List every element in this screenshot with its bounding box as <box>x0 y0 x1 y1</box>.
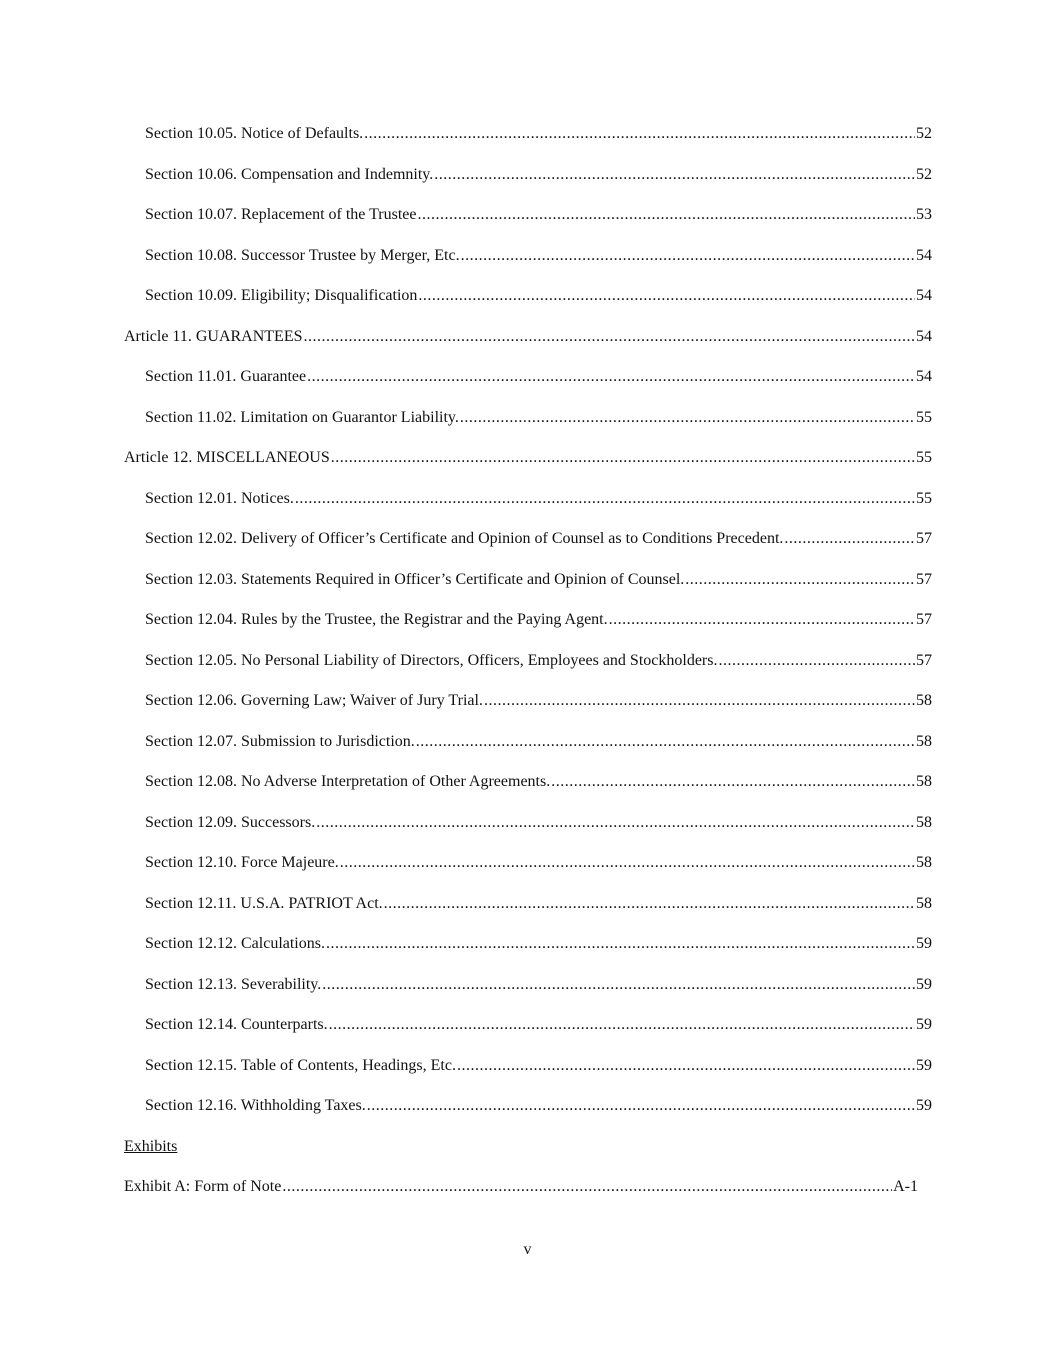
dot-leader <box>718 649 915 673</box>
toc-entry-label: Section 10.06. Compensation and Indemnity. <box>145 165 434 183</box>
toc-entry-section-11-02[interactable] <box>124 406 932 447</box>
toc-entry-label: Section 10.09. Eligibility; Disqualification <box>145 287 418 304</box>
toc-entry-page: 55 <box>916 489 932 507</box>
toc-entry-section-12-09[interactable] <box>124 811 932 852</box>
dot-leader <box>416 730 915 754</box>
toc-entry-page: 58 <box>916 692 932 709</box>
toc-entry-section-12-16[interactable] <box>124 1094 932 1135</box>
toc-entry-section-12-15[interactable] <box>124 1054 932 1095</box>
toc-entry-section-12-08[interactable] <box>124 770 932 811</box>
toc-entry-section-12-07[interactable] <box>124 730 932 771</box>
toc-entry-page: 54 <box>916 327 932 345</box>
toc-entry-section-12-11[interactable] <box>124 892 932 933</box>
toc-entry-section-10-09[interactable] <box>124 284 932 325</box>
toc-entry-page: 59 <box>916 975 932 993</box>
dot-leader <box>329 1013 915 1037</box>
toc-entry-page: 58 <box>916 732 932 750</box>
dot-leader <box>384 892 915 916</box>
toc-entry-label: Section 12.01. Notices. <box>145 489 294 507</box>
toc-entry-page: 57 <box>916 530 932 547</box>
table-of-contents <box>124 122 932 1216</box>
toc-entry-label: Section 10.05. Notice of Defaults. <box>145 125 364 142</box>
toc-entry-label: Section 12.09. Successors. <box>145 813 316 831</box>
dot-leader <box>282 1175 892 1199</box>
toc-entry-label: Section 12.07. Submission to Jurisdiction. <box>145 732 415 750</box>
toc-entry-label: Section 12.04. Rules by the Trustee, the Registrar and the Paying Agent. <box>145 611 608 628</box>
toc-entry-page: 59 <box>916 1016 932 1033</box>
toc-entry-section-12-05[interactable] <box>124 649 932 690</box>
toc-entry-label: Section 12.10. Force Majeure. <box>145 854 339 871</box>
toc-entry-page: 52 <box>916 125 932 142</box>
toc-entry-page: 58 <box>916 894 932 912</box>
dot-leader <box>784 527 915 551</box>
toc-entry-section-10-06[interactable] <box>124 163 932 204</box>
toc-entry-label: Article 11. GUARANTEES <box>124 327 303 345</box>
dot-leader <box>326 932 915 956</box>
toc-entry-section-10-05[interactable] <box>124 122 932 163</box>
dot-leader <box>322 973 915 997</box>
toc-entry-page: 59 <box>916 935 932 952</box>
toc-entry-label: Section 12.13. Severability. <box>145 975 322 993</box>
toc-entry-label: Exhibit A: Form of Note <box>124 1178 282 1195</box>
toc-entry-label: Section 12.08. No Adverse Interpretation of Other Agreements. <box>145 773 551 790</box>
toc-entry-page: 58 <box>916 854 932 871</box>
toc-entry-label: Section 11.01. Guarantee <box>145 368 307 385</box>
toc-entry-section-12-04[interactable] <box>124 608 932 649</box>
toc-entry-label: Section 12.12. Calculations. <box>145 935 325 952</box>
toc-entry-section-10-08[interactable] <box>124 244 932 285</box>
dot-leader <box>304 325 916 349</box>
toc-entry-page: 54 <box>916 246 932 264</box>
dot-leader <box>460 406 915 430</box>
toc-entry-article-12[interactable] <box>124 446 932 487</box>
toc-entry-section-10-07[interactable] <box>124 203 932 244</box>
toc-entry-page: 57 <box>916 570 932 588</box>
toc-entry-article-11[interactable] <box>124 325 932 366</box>
toc-entry-label: Section 12.14. Counterparts. <box>145 1016 328 1033</box>
dot-leader <box>316 811 915 835</box>
toc-entry-label: Article 12. MISCELLANEOUS <box>124 449 330 466</box>
toc-entry-section-12-06[interactable] <box>124 689 932 730</box>
toc-entry-page: 58 <box>916 813 932 831</box>
toc-entry-page: 52 <box>916 165 932 183</box>
toc-entry-page: 59 <box>916 1097 932 1114</box>
toc-entry-page: 57 <box>916 651 932 669</box>
dot-leader <box>418 284 915 308</box>
toc-entry-section-12-03[interactable] <box>124 568 932 609</box>
dot-leader <box>609 608 915 632</box>
toc-entry-label: Section 12.06. Governing Law; Waiver of Jury Trial. <box>145 692 483 709</box>
toc-entry-label: Section 12.15. Table of Contents, Headings, Etc. <box>145 1056 456 1074</box>
dot-leader <box>685 568 915 592</box>
toc-entry-page: A-1 <box>893 1178 918 1195</box>
toc-entry-exhibit-a[interactable] <box>124 1175 918 1216</box>
toc-entry-section-11-01[interactable] <box>124 365 932 406</box>
toc-entry-page: 55 <box>916 408 932 426</box>
dot-leader <box>551 770 915 794</box>
toc-entry-label: Section 10.07. Replacement of the Trustee <box>145 206 417 223</box>
toc-entry-label: Section 12.05. No Personal Liability of Directors, Officers, Employees and Stockholders. <box>145 651 718 669</box>
toc-entry-section-12-02[interactable] <box>124 527 932 568</box>
toc-entry-section-12-01[interactable] <box>124 487 932 528</box>
toc-entry-section-12-12[interactable] <box>124 932 932 973</box>
toc-entry-label: Section 11.02. Limitation on Guarantor Liability. <box>145 408 459 426</box>
toc-entry-page: 59 <box>916 1056 932 1074</box>
dot-leader <box>434 163 915 187</box>
toc-entry-section-12-10[interactable] <box>124 851 932 892</box>
page-number: v <box>523 1241 532 1258</box>
dot-leader <box>461 244 915 268</box>
toc-entry-page: 53 <box>916 206 932 223</box>
dot-leader <box>364 122 915 146</box>
toc-entry-page: 57 <box>916 611 932 628</box>
dot-leader <box>340 851 915 875</box>
toc-entry-page: 58 <box>916 773 932 790</box>
dot-leader <box>331 446 915 470</box>
dot-leader <box>484 689 915 713</box>
toc-entry-label: Section 12.16. Withholding Taxes. <box>145 1097 366 1114</box>
toc-entry-page: 54 <box>916 368 932 385</box>
dot-leader <box>457 1054 915 1078</box>
toc-entry-label: Section 12.02. Delivery of Officer’s Certificate and Opinion of Counsel as to Conditions Precedent. <box>145 530 784 547</box>
dot-leader <box>418 203 915 227</box>
toc-entry-label: Section 10.08. Successor Trustee by Merger, Etc. <box>145 246 460 264</box>
toc-entry-page: 54 <box>916 287 932 304</box>
toc-entry-page: 55 <box>916 449 932 466</box>
exhibits-heading: Exhibits <box>124 1137 178 1155</box>
toc-entry-label: Section 12.03. Statements Required in Officer’s Certificate and Opinion of Counsel. <box>145 570 685 588</box>
dot-leader <box>295 487 915 511</box>
dot-leader <box>307 365 915 389</box>
dot-leader <box>367 1094 915 1118</box>
toc-entry-section-12-13[interactable] <box>124 973 932 1014</box>
toc-entry-section-12-14[interactable] <box>124 1013 932 1054</box>
toc-entry-label: Section 12.11. U.S.A. PATRIOT Act. <box>145 894 383 912</box>
